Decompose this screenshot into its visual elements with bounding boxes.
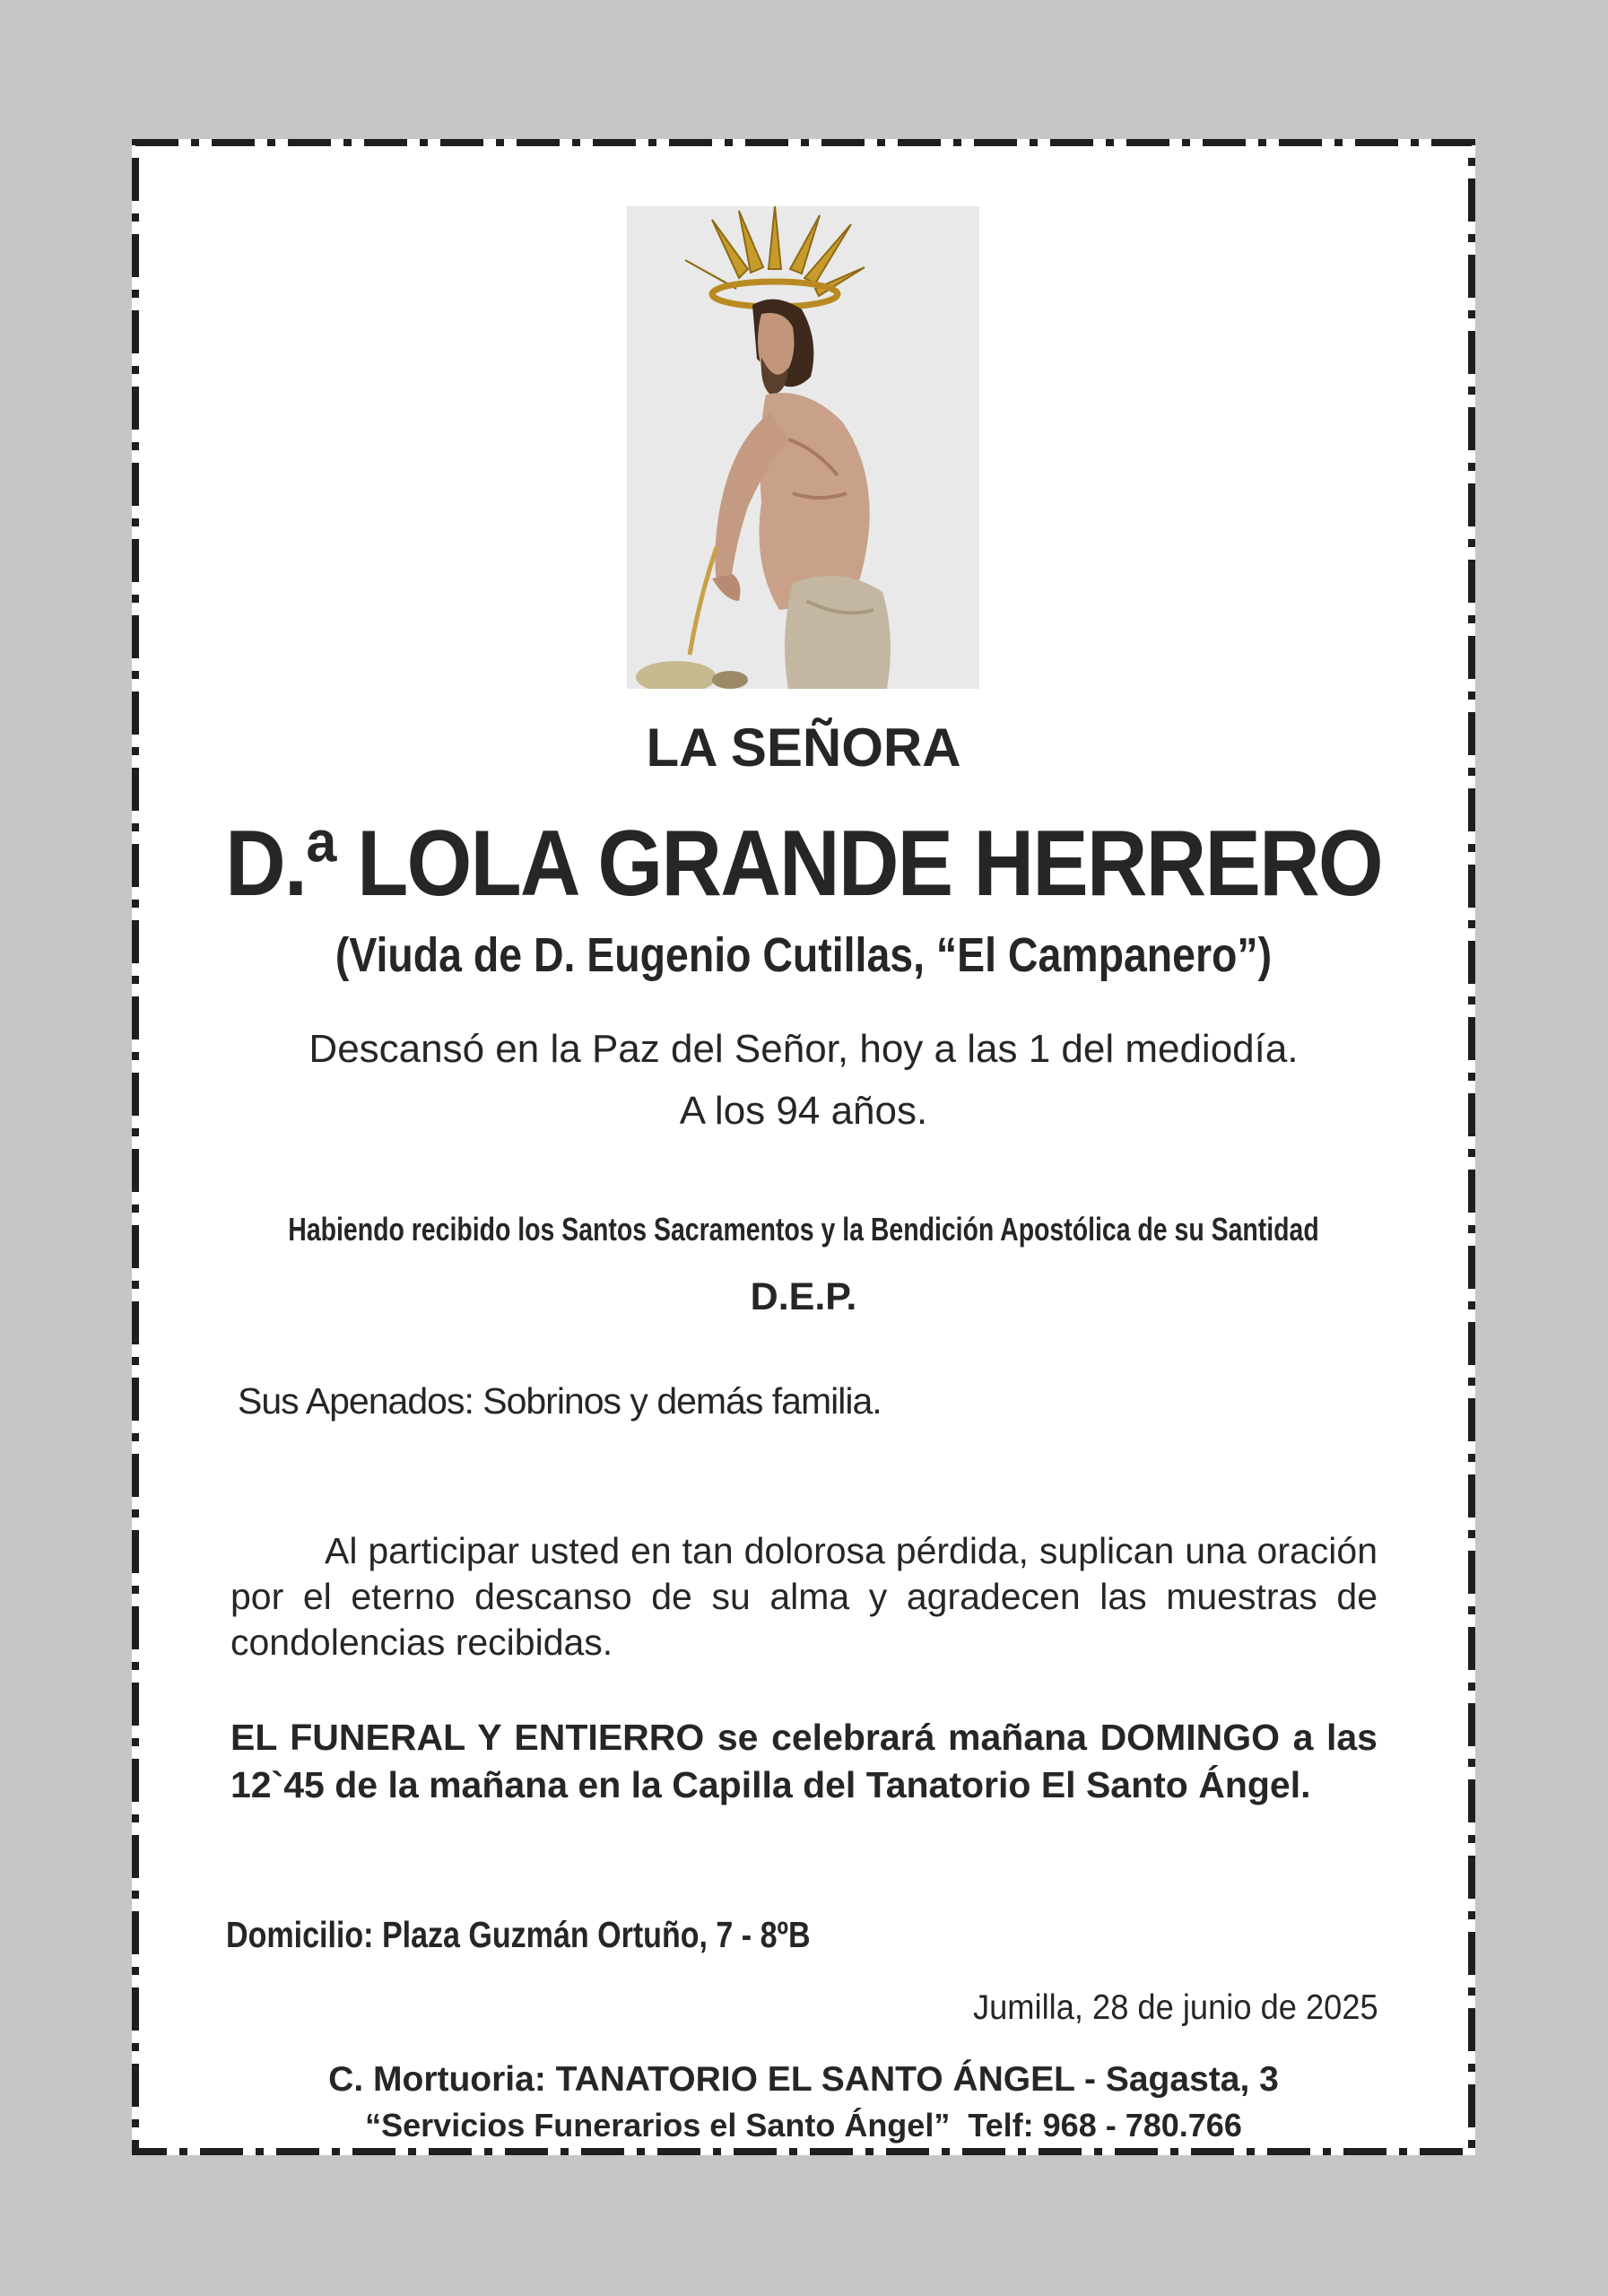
funeral-services-phone: “Servicios Funerarios el Santo Ángel” Telf: 968 - 780.766 — [365, 2107, 1242, 2144]
funeral-paragraph: EL FUNERAL Y ENTIERRO se celebrará mañana DOMINGO a las 12`45 de la mañana en la Capilla del Tanatorio El Santo Ángel. — [230, 1717, 1378, 1805]
deceased-name: D.ª LOLA GRANDE HERRERO — [225, 812, 1382, 916]
prayer-paragraph: Al participar usted en tan dolorosa pérdida, suplican una oración por el eterno descanso de su alma y agradecen las muestras de condolencias recibidas. — [230, 1530, 1378, 1663]
mortuary-line: C. Mortuoria: TANATORIO EL SANTO ÁNGEL - Sagasta, 3 — [328, 2060, 1279, 2099]
title-prefix: LA SEÑORA — [646, 718, 961, 778]
mourners-line: Sus Apenados: Sobrinos y demás familia. — [238, 1380, 882, 1422]
age-line: A los 94 años. — [679, 1089, 928, 1133]
dep-line: D.E.P. — [750, 1275, 857, 1318]
religious-statue-image — [627, 206, 979, 689]
rest-in-peace-line: Descansó en la Paz del Señor, hoy a las 1 del mediodía. — [309, 1027, 1299, 1071]
widow-subtitle: (Viuda de D. Eugenio Cutillas, “El Campanero”) — [335, 928, 1273, 982]
sacraments-line: Habiendo recibido los Santos Sacramentos y la Bendición Apostólica de su Santidad — [288, 1211, 1319, 1248]
place-and-date: Jumilla, 28 de junio de 2025 — [973, 1988, 1378, 2027]
home-address: Domicilio: Plaza Guzmán Ortuño, 7 - 8ºB — [226, 1914, 811, 1955]
